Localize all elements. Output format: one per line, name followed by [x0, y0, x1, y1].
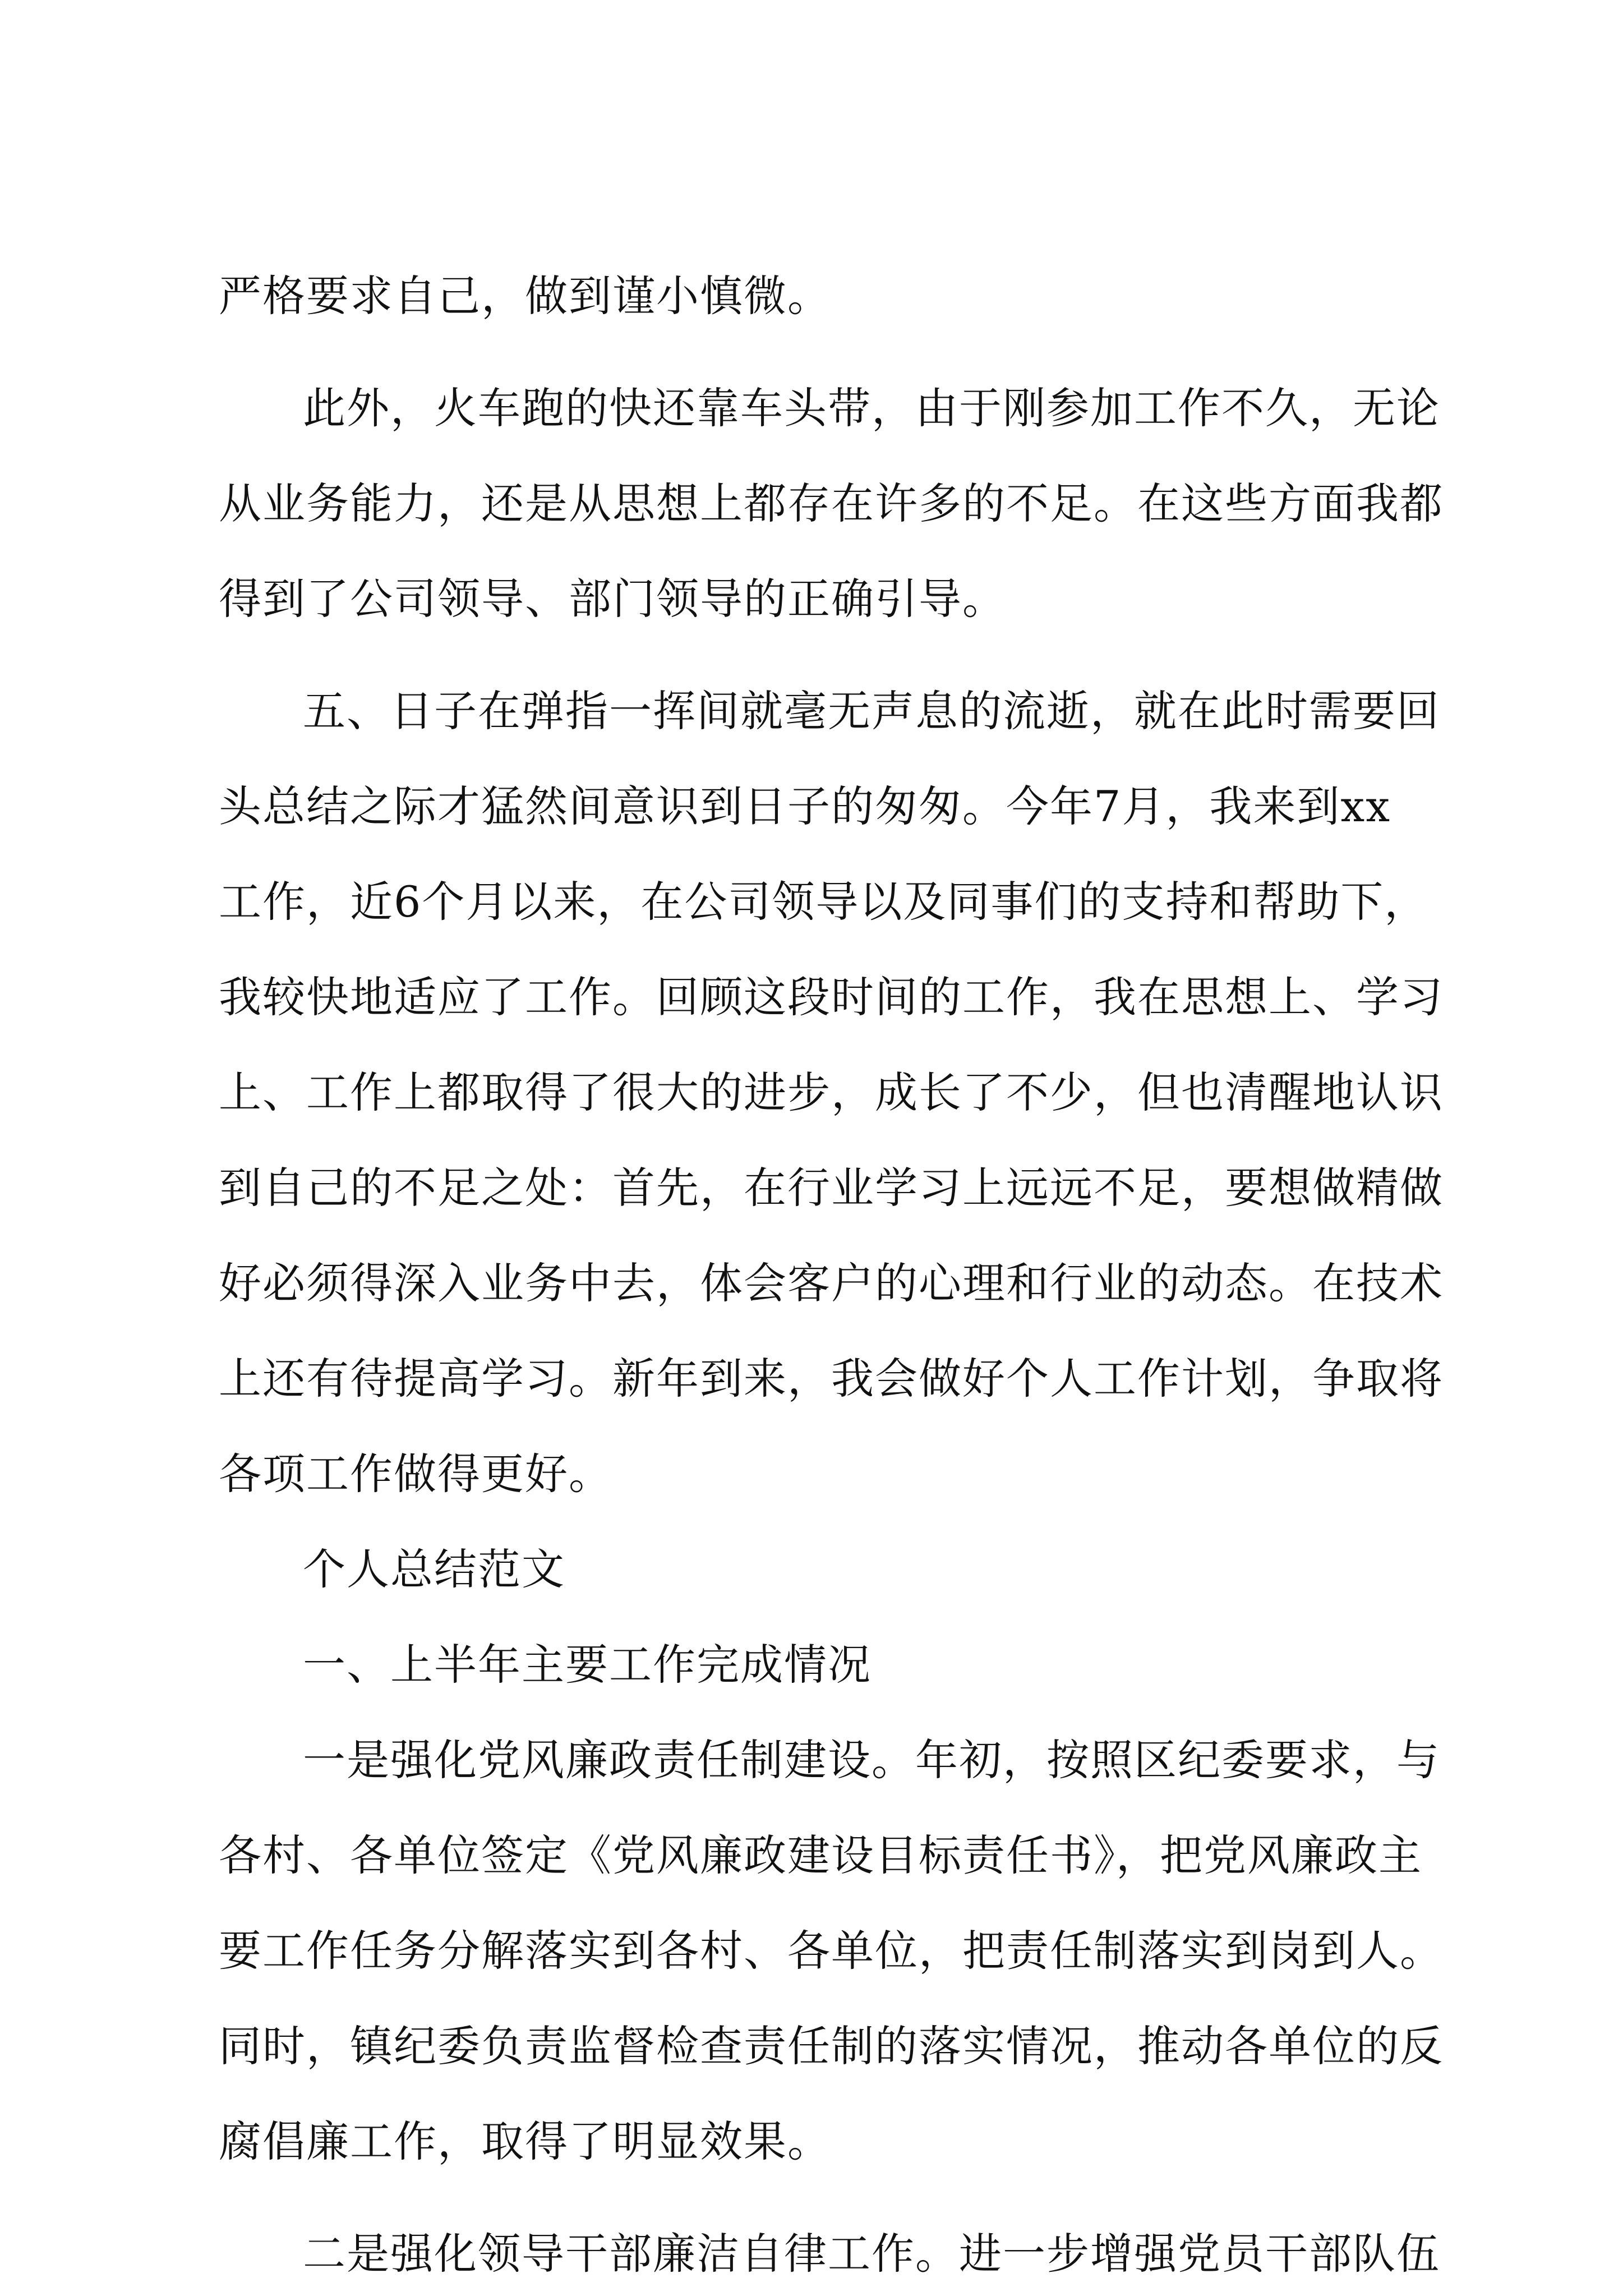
text-line-20: 腐倡廉工作，取得了明显效果。 [219, 2116, 831, 2166]
text-line-18: 要工作任务分解落实到各村、各单位，把责任制落实到岗到人。 [219, 1926, 1444, 1976]
text-line-9: 上、工作上都取得了很大的进步，成长了不少，但也清醒地认识 [219, 1068, 1444, 1117]
text-line-11: 好必须得深入业务中去，体会客户的心理和行业的动态。在技术 [219, 1258, 1444, 1308]
section-heading-one: 一、上半年主要工作完成情况 [303, 1640, 872, 1690]
text-line-4: 得到了公司领导、部门领导的正确引导。 [219, 574, 1006, 624]
text-line-16: 一是强化党风廉政责任制建设。年初，按照区纪委要求，与 [303, 1735, 1440, 1785]
text-line-7: 工作，近6个月以来，在公司领导以及同事们的支持和帮助下， [219, 877, 1428, 927]
text-line-21: 二是强化领导干部廉洁自律工作。进一步增强党员干部队伍 [303, 2229, 1440, 2279]
text-line-6: 头总结之际才猛然间意识到日子的匆匆。今年7月，我来到xx [219, 781, 1391, 831]
section-heading-sample: 个人总结范文 [303, 1544, 565, 1594]
text-line-5: 五、日子在弹指一挥间就毫无声息的流逝，就在此时需要回 [303, 686, 1440, 736]
text-line-17: 各村、各单位签定《党风廉政建设目标责任书》，把党风廉政主 [219, 1830, 1422, 1880]
text-line-19: 同时，镇纪委负责监督检查责任制的落实情况，推动各单位的反 [219, 2021, 1444, 2071]
text-line-10: 到自己的不足之处：首先，在行业学习上远远不足，要想做精做 [219, 1163, 1444, 1213]
text-line-1: 严格要求自己，做到谨小慎微。 [219, 271, 831, 321]
text-line-13: 各项工作做得更好。 [219, 1449, 612, 1499]
text-line-12: 上还有待提高学习。新年到来，我会做好个人工作计划，争取将 [219, 1354, 1444, 1404]
text-line-3: 从业务能力，还是从思想上都存在许多的不足。在这些方面我都 [219, 478, 1444, 528]
text-line-2: 此外，火车跑的快还靠车头带，由于刚参加工作不久，无论 [303, 383, 1440, 433]
text-line-8: 我较快地适应了工作。回顾这段时间的工作，我在思想上、学习 [219, 972, 1444, 1022]
